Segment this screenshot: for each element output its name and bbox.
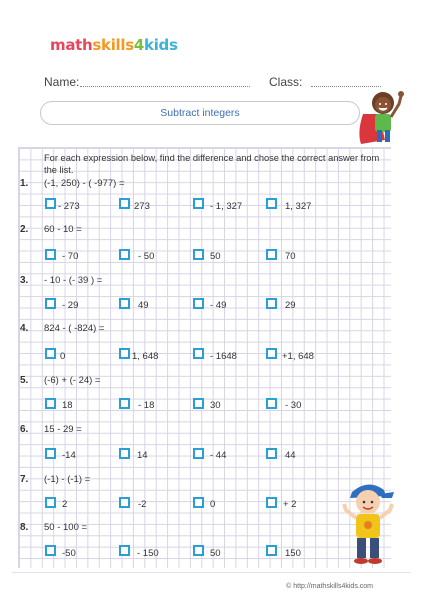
answer-option: - 1648 bbox=[210, 351, 237, 362]
answer-option: 150 bbox=[285, 548, 301, 559]
name-field[interactable] bbox=[80, 86, 250, 87]
footer-url[interactable]: © http://mathskills4kids.com bbox=[286, 583, 373, 590]
answer-checkbox[interactable] bbox=[266, 348, 277, 359]
answer-checkbox[interactable] bbox=[266, 398, 277, 409]
answer-checkbox[interactable] bbox=[193, 545, 204, 556]
answer-checkbox[interactable] bbox=[45, 448, 56, 459]
instructions: For each expression below, find the difference and chose the correct answer from the list. bbox=[44, 153, 380, 175]
question-expression: 15 - 29 = bbox=[44, 424, 82, 435]
answer-option: - 273 bbox=[58, 201, 80, 212]
answer-option: - 30 bbox=[285, 400, 302, 411]
question-expression: (-1, 250) - ( -977) = bbox=[44, 178, 125, 189]
answer-option: +1, 648 bbox=[282, 351, 314, 362]
answer-option: 70 bbox=[285, 251, 296, 262]
question-expression: - 10 - (- 39 ) = bbox=[44, 275, 103, 286]
answer-checkbox[interactable] bbox=[266, 497, 277, 508]
question-number: 6. bbox=[20, 424, 29, 435]
question-expression: 60 - 10 = bbox=[44, 224, 82, 235]
worksheet-title: Subtract integers bbox=[40, 101, 360, 125]
boy-with-cap-illustration bbox=[340, 476, 398, 568]
answer-option: 1, 327 bbox=[285, 201, 312, 212]
answer-option: 0 bbox=[60, 351, 66, 362]
answer-option: 14 bbox=[137, 450, 148, 461]
question-expression: 50 - 100 = bbox=[44, 522, 88, 533]
answer-checkbox[interactable] bbox=[45, 398, 56, 409]
answer-checkbox[interactable] bbox=[119, 348, 130, 359]
question-number: 7. bbox=[20, 474, 29, 485]
answer-checkbox[interactable] bbox=[266, 298, 277, 309]
answer-option: 50 bbox=[210, 251, 221, 262]
answer-option: 273 bbox=[134, 201, 150, 212]
question-number: 5. bbox=[20, 375, 29, 386]
answer-checkbox[interactable] bbox=[45, 249, 56, 260]
answer-checkbox[interactable] bbox=[45, 497, 56, 508]
answer-option: 1, 648 bbox=[132, 351, 159, 362]
answer-option: -50 bbox=[62, 548, 76, 559]
answer-option: - 18 bbox=[138, 400, 155, 411]
answer-checkbox[interactable] bbox=[193, 497, 204, 508]
answer-checkbox[interactable] bbox=[119, 298, 130, 309]
footer bbox=[0, 581, 421, 595]
answer-checkbox[interactable] bbox=[193, 448, 204, 459]
answer-option: - 150 bbox=[137, 548, 159, 559]
answer-checkbox[interactable] bbox=[119, 448, 130, 459]
question-number: 4. bbox=[20, 323, 29, 334]
answer-option: 30 bbox=[210, 400, 221, 411]
answer-checkbox[interactable] bbox=[266, 249, 277, 260]
footer-divider bbox=[12, 572, 410, 573]
answer-option: 49 bbox=[138, 300, 149, 311]
answer-checkbox[interactable] bbox=[193, 249, 204, 260]
answer-option: -14 bbox=[62, 450, 76, 461]
question-number: 2. bbox=[20, 224, 29, 235]
site-logo: mathskills4kids bbox=[50, 36, 178, 54]
question-expression: (-1) - (-1) = bbox=[44, 474, 91, 485]
question-number: 8. bbox=[20, 522, 29, 533]
answer-option: 0 bbox=[210, 499, 216, 510]
answer-checkbox[interactable] bbox=[45, 298, 56, 309]
name-label: Name: bbox=[44, 75, 80, 89]
answer-option: + 2 bbox=[283, 499, 297, 510]
answer-option: - 44 bbox=[210, 450, 227, 461]
answer-option: - 1, 327 bbox=[210, 201, 243, 212]
answer-checkbox[interactable] bbox=[266, 448, 277, 459]
question-number: 3. bbox=[20, 275, 29, 286]
answer-option: -2 bbox=[138, 499, 147, 510]
answer-checkbox[interactable] bbox=[266, 545, 277, 556]
answer-checkbox[interactable] bbox=[45, 198, 56, 209]
answer-checkbox[interactable] bbox=[119, 398, 130, 409]
answer-option: 2 bbox=[62, 499, 68, 510]
answer-option: 29 bbox=[285, 300, 296, 311]
answer-checkbox[interactable] bbox=[119, 497, 130, 508]
answer-checkbox[interactable] bbox=[266, 198, 277, 209]
class-label: Class: bbox=[269, 75, 303, 89]
answer-checkbox[interactable] bbox=[45, 545, 56, 556]
answer-option: 50 bbox=[210, 548, 221, 559]
answer-option: - 70 bbox=[62, 251, 79, 262]
answer-checkbox[interactable] bbox=[193, 348, 204, 359]
answer-checkbox[interactable] bbox=[193, 298, 204, 309]
answer-option: - 29 bbox=[62, 300, 79, 311]
question-expression: 824 - ( -824) = bbox=[44, 323, 105, 334]
answer-option: - 50 bbox=[138, 251, 155, 262]
answer-option: 44 bbox=[285, 450, 296, 461]
answer-checkbox[interactable] bbox=[119, 198, 130, 209]
answer-option: 18 bbox=[62, 400, 73, 411]
question-number: 1. bbox=[20, 178, 29, 189]
superhero-kid-illustration bbox=[355, 84, 415, 146]
answer-checkbox[interactable] bbox=[193, 398, 204, 409]
answer-checkbox[interactable] bbox=[119, 545, 130, 556]
answer-option: - 49 bbox=[210, 300, 227, 311]
answer-checkbox[interactable] bbox=[119, 249, 130, 260]
answer-checkbox[interactable] bbox=[193, 198, 204, 209]
answer-checkbox[interactable] bbox=[45, 348, 56, 359]
question-expression: (-6) + (- 24) = bbox=[44, 375, 101, 386]
